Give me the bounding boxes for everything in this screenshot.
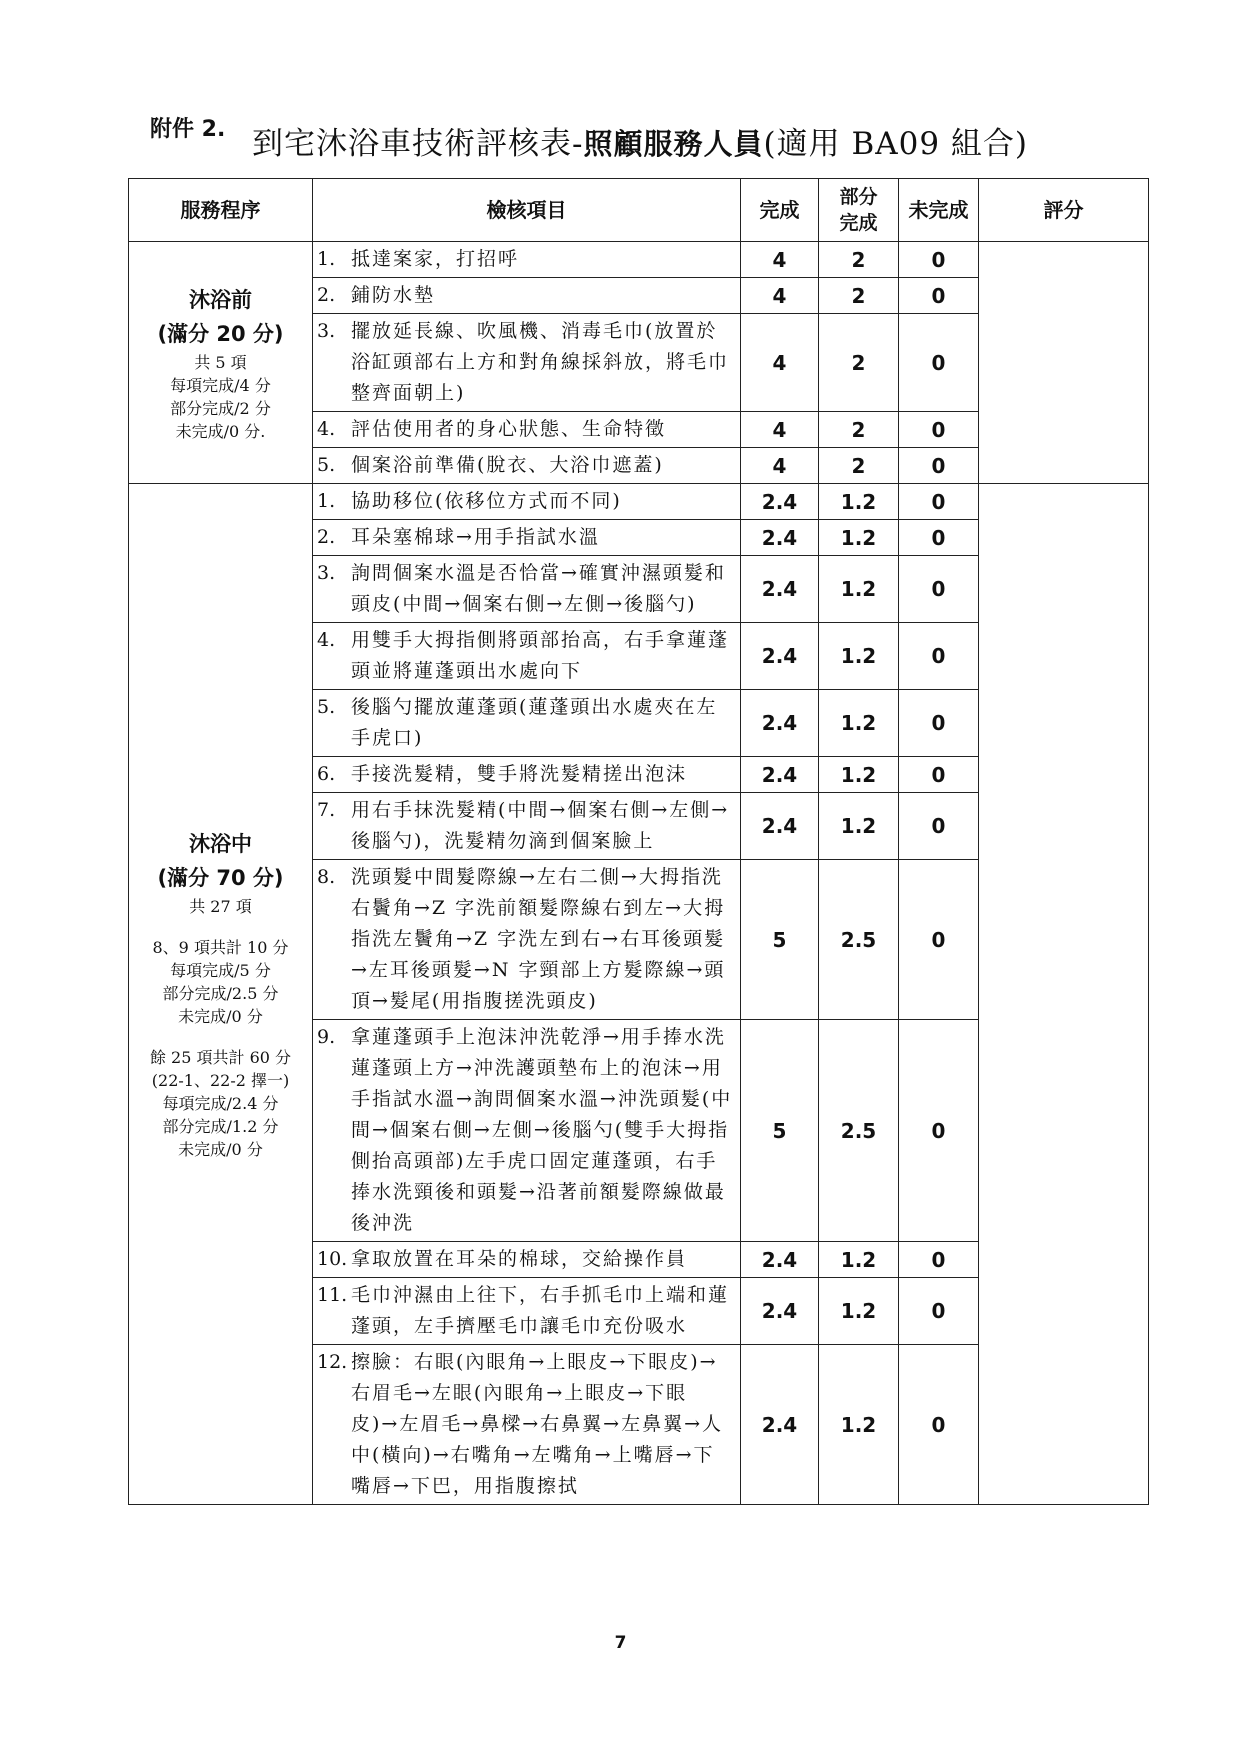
points-partial: 1.2	[819, 1345, 899, 1505]
points-partial: 2	[819, 278, 899, 314]
header-score: 評分	[979, 179, 1149, 242]
check-item	[313, 1278, 741, 1345]
item-number: 6.	[317, 763, 336, 785]
item-text: 鋪防水墊	[351, 284, 436, 306]
points-complete: 2.4	[741, 556, 819, 623]
section-note: 部分完成/2.5 分	[162, 984, 279, 1003]
points-partial: 2.5	[819, 1020, 899, 1242]
points-partial: 2	[819, 242, 899, 278]
check-item-content	[317, 625, 734, 687]
check-item-content	[317, 795, 734, 857]
item-text: 手接洗髮精，雙手將洗髮精搓出泡沫	[351, 763, 688, 785]
check-item-content	[317, 280, 734, 311]
points-complete: 2.4	[741, 690, 819, 757]
section-cell	[129, 484, 313, 1505]
item-number: 3.	[317, 562, 336, 584]
check-item-content	[317, 862, 734, 1017]
check-item-content	[317, 1244, 734, 1275]
points-complete: 2.4	[741, 1242, 819, 1278]
points-complete: 4	[741, 412, 819, 448]
section-title: 沐浴前	[189, 287, 252, 312]
section-note: 未完成/0 分.	[175, 421, 266, 441]
item-number: 7.	[317, 799, 336, 821]
item-number: 10.	[317, 1248, 348, 1270]
item-number: 4.	[317, 418, 336, 440]
table-row	[129, 484, 1149, 520]
note-spacer	[129, 918, 312, 936]
check-item-content	[317, 558, 734, 620]
check-item	[313, 520, 741, 556]
check-item	[313, 484, 741, 520]
header-row	[129, 179, 1149, 242]
check-item	[313, 448, 741, 484]
points-partial: 1.2	[819, 623, 899, 690]
item-text: 拿取放置在耳朵的棉球，交給操作員	[351, 1248, 688, 1270]
check-item	[313, 690, 741, 757]
item-number: 5.	[317, 454, 336, 476]
check-item	[313, 412, 741, 448]
points-complete: 2.4	[741, 520, 819, 556]
points-incomplete: 0	[899, 412, 979, 448]
item-text: 毛巾沖濕由上往下，右手抓毛巾上端和蓮蓬頭，左手擠壓毛巾讓毛巾充份吸水	[351, 1284, 730, 1337]
section-note: 共 27 項	[189, 897, 252, 916]
points-incomplete: 0	[899, 623, 979, 690]
points-complete: 2.4	[741, 1345, 819, 1505]
check-item-content	[317, 1280, 734, 1342]
item-text: 擺放延長線、吹風機、消毒毛巾(放置於浴缸頭部右上方和對角線採斜放，將毛巾整齊面朝上)	[351, 320, 730, 404]
item-text: 抵達案家，打招呼	[351, 248, 520, 270]
section-note: 部分完成/1.2 分	[162, 1117, 279, 1136]
points-incomplete: 0	[899, 556, 979, 623]
section-note: 8、9 項共計 10 分	[152, 938, 289, 957]
points-partial: 1.2	[819, 690, 899, 757]
check-item	[313, 1345, 741, 1505]
check-item-content	[317, 759, 734, 790]
points-complete: 5	[741, 860, 819, 1020]
item-number: 8.	[317, 866, 336, 888]
points-incomplete: 0	[899, 860, 979, 1020]
check-item-content	[317, 692, 734, 754]
points-complete: 2.4	[741, 757, 819, 793]
item-number: 1.	[317, 490, 336, 512]
header-procedure: 服務程序	[129, 179, 313, 242]
check-item	[313, 556, 741, 623]
points-incomplete: 0	[899, 1020, 979, 1242]
section-note: 每項完成/2.4 分	[162, 1094, 279, 1113]
points-incomplete: 0	[899, 1278, 979, 1345]
points-partial: 1.2	[819, 793, 899, 860]
header-partial-line2: 完成	[839, 212, 878, 234]
item-number: 5.	[317, 696, 336, 718]
title-suffix: (適用 BA09 組合)	[763, 126, 1029, 162]
item-number: 11.	[317, 1284, 348, 1306]
points-incomplete: 0	[899, 448, 979, 484]
check-item-content	[317, 244, 734, 275]
item-text: 洗頭髮中間髮際線→左右二側→大拇指洗右鬢角→Z 字洗前額髮際線右到左→大拇指洗左鬢角→Z 字洗左到右→右耳後頭髮→左耳後頭髮→N 字頸部上方髮際線→頭頂→髮尾(用指腹搓洗頭皮)	[351, 866, 726, 1012]
section-full-score: (滿分 70 分)	[157, 866, 284, 890]
points-incomplete: 0	[899, 1345, 979, 1505]
points-partial: 2	[819, 314, 899, 412]
header-partial	[819, 179, 899, 242]
section-note: 每項完成/4 分	[170, 375, 271, 395]
check-item	[313, 1020, 741, 1242]
item-number: 2.	[317, 526, 336, 548]
points-partial: 1.2	[819, 1278, 899, 1345]
item-text: 用雙手大拇指側將頭部抬高，右手拿蓮蓬頭並將蓮蓬頭出水處向下	[351, 629, 730, 682]
item-text: 協助移位(依移位方式而不同)	[351, 490, 622, 512]
points-complete: 2.4	[741, 484, 819, 520]
item-number: 3.	[317, 320, 336, 342]
page-title	[252, 118, 1028, 163]
title-prefix: 到宅沐浴車技術評核表-	[252, 126, 584, 162]
check-item-content	[317, 522, 734, 553]
check-item	[313, 623, 741, 690]
item-text: 用右手抹洗髮精(中間→個案右側→左側→後腦勺)，洗髮精勿滴到個案臉上	[351, 799, 730, 852]
check-item-content	[317, 486, 734, 517]
points-complete: 2.4	[741, 1278, 819, 1345]
section-note: 部分完成/2 分	[170, 398, 271, 418]
item-number: 4.	[317, 629, 336, 651]
points-incomplete: 0	[899, 757, 979, 793]
check-item	[313, 242, 741, 278]
page-number: 7	[614, 1633, 627, 1653]
table-body	[129, 242, 1149, 1505]
points-partial: 2	[819, 448, 899, 484]
points-partial: 2.5	[819, 860, 899, 1020]
section-note: 共 5 項	[194, 352, 247, 372]
points-partial: 1.2	[819, 556, 899, 623]
check-item-content	[317, 1022, 734, 1239]
item-text: 個案浴前準備(脫衣、大浴巾遮蓋)	[351, 454, 664, 476]
table-row	[129, 242, 1149, 278]
item-number: 1.	[317, 248, 336, 270]
header-complete: 完成	[741, 179, 819, 242]
header-partial-line1: 部分	[839, 186, 878, 208]
check-item-content	[317, 414, 734, 445]
points-partial: 1.2	[819, 1242, 899, 1278]
check-item	[313, 314, 741, 412]
points-incomplete: 0	[899, 278, 979, 314]
check-item	[313, 793, 741, 860]
points-partial: 1.2	[819, 484, 899, 520]
points-complete: 2.4	[741, 793, 819, 860]
points-incomplete: 0	[899, 793, 979, 860]
score-cell[interactable]	[979, 242, 1149, 484]
points-partial: 1.2	[819, 757, 899, 793]
check-item	[313, 757, 741, 793]
item-text: 後腦勺擺放蓮蓬頭(蓮蓬頭出水處夾在左手虎口)	[351, 696, 718, 749]
header-incomplete: 未完成	[899, 179, 979, 242]
check-item	[313, 1242, 741, 1278]
section-note: 未完成/0 分	[178, 1007, 263, 1026]
points-incomplete: 0	[899, 690, 979, 757]
points-complete: 5	[741, 1020, 819, 1242]
score-cell[interactable]	[979, 484, 1149, 1505]
points-incomplete: 0	[899, 484, 979, 520]
points-complete: 4	[741, 242, 819, 278]
points-complete: 4	[741, 314, 819, 412]
section-cell	[129, 242, 313, 484]
points-incomplete: 0	[899, 1242, 979, 1278]
item-number: 2.	[317, 284, 336, 306]
check-item-content	[317, 316, 734, 409]
points-incomplete: 0	[899, 520, 979, 556]
annex-label: 附件 2.	[150, 117, 226, 142]
item-text: 擦臉：右眼(內眼角→上眼皮→下眼皮)→右眉毛→左眼(內眼角→上眼皮→下眼皮)→左眉毛→鼻樑→右鼻翼→左鼻翼→人中(橫向)→右嘴角→左嘴角→上嘴唇→下嘴唇→下巴，用指腹擦拭	[351, 1351, 724, 1497]
section-title: 沐浴中	[189, 832, 252, 856]
item-number: 9.	[317, 1026, 336, 1048]
points-complete: 4	[741, 448, 819, 484]
points-complete: 4	[741, 278, 819, 314]
header-item: 檢核項目	[313, 179, 741, 242]
points-incomplete: 0	[899, 314, 979, 412]
item-text: 評估使用者的身心狀態、生命特徵	[351, 418, 667, 440]
points-partial: 1.2	[819, 520, 899, 556]
check-item-content	[317, 450, 734, 481]
points-incomplete: 0	[899, 242, 979, 278]
check-item	[313, 860, 741, 1020]
check-item	[313, 278, 741, 314]
section-note: (22-1、22-2 擇一)	[151, 1071, 290, 1090]
item-text: 耳朵塞棉球→用手指試水溫	[351, 526, 600, 548]
check-item-content	[317, 1347, 734, 1502]
item-number: 12.	[317, 1351, 348, 1373]
note-spacer	[129, 1028, 312, 1046]
section-note: 未完成/0 分	[178, 1140, 263, 1159]
title-bold: 照顧服務人員	[583, 127, 764, 161]
points-partial: 2	[819, 412, 899, 448]
section-note: 餘 25 項共計 60 分	[149, 1048, 292, 1067]
evaluation-table	[128, 178, 1149, 1505]
item-text: 拿蓮蓬頭手上泡沫沖洗乾淨→用手捧水洗蓮蓬頭上方→沖洗護頭墊布上的泡沫→用手指試水溫→詢問個案水溫→沖洗頭髮(中間→個案右側→左側→後腦勺(雙手大拇指側抬高頭部)左手虎口固定蓮蓬頭，右手捧水洗頸後和頭髮→沿著前額髮際線做最後沖洗	[351, 1026, 733, 1234]
item-text: 詢問個案水溫是否恰當→確實沖濕頭髮和頭皮(中間→個案右側→左側→後腦勺)	[351, 562, 726, 615]
section-full-score: (滿分 20 分)	[157, 321, 284, 346]
points-complete: 2.4	[741, 623, 819, 690]
section-note: 每項完成/5 分	[170, 961, 271, 980]
